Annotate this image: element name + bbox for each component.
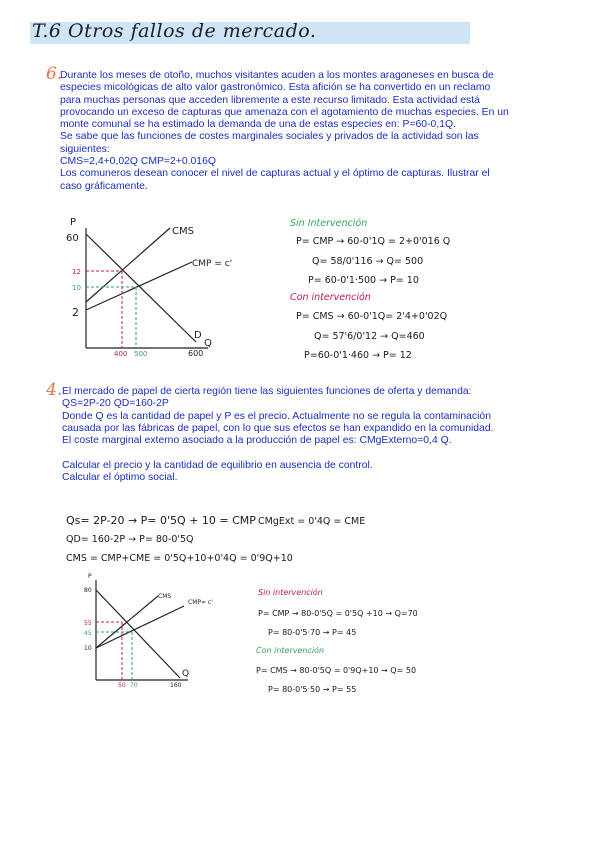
- tick-70: 70: [130, 682, 138, 689]
- statement-line: monte comunal se ha estimado la demanda de una de estas especies en: P=60-0,1Q.: [60, 119, 456, 131]
- demand-line: [96, 590, 180, 678]
- statement-line: provocando un exceso de capturas que amenaza con el agotamiento de muchas especies. En un: [60, 106, 509, 118]
- cms-label: CMS: [158, 593, 172, 600]
- cms-label: CMS: [172, 226, 194, 237]
- ex6-con-step-2: Q= 57'6/0'12 → Q=460: [314, 331, 425, 342]
- tick-60: 60: [66, 233, 79, 244]
- statement-line: El mercado de papel de cierta región tiene las siguientes funciones de oferta y demanda:: [62, 386, 472, 397]
- ex6-sin-step-1: P= CMP → 60-0'1Q = 2+0'016 Q: [296, 236, 451, 247]
- ex4-sin-intervencion-label: Sin intervención: [258, 588, 323, 597]
- ex4-work-1: Qs= 2P-20 → P= 0'5Q + 10 = CMP: [66, 514, 256, 527]
- cmp-label: CMP= c': [188, 599, 213, 606]
- q-axis-label: Q: [182, 669, 190, 679]
- tick-12: 12: [72, 268, 81, 276]
- statement-line: Calcular el óptimo social.: [62, 472, 178, 484]
- tick-600: 600: [188, 349, 204, 358]
- ex4-con-step-1: P= CMS → 80-0'5Q = 0'9Q+10 → Q= 50: [256, 666, 417, 675]
- statement-line: QS=2P-20 QD=160-2P: [62, 398, 169, 410]
- statement-line: siguientes:: [60, 143, 110, 155]
- statement-line: Calcular el precio y la cantidad de equilibrio en ausencia de control.: [62, 459, 373, 471]
- ex4-work-2: CMgExt = 0'4Q = CME: [258, 516, 366, 527]
- cms-line: [96, 596, 158, 648]
- tick-45: 45: [84, 630, 92, 637]
- tick-160: 160: [170, 682, 182, 689]
- statement-line: causada por las fábricas de papel, con lo que sus efectos se han expandido en la comunidad.: [62, 422, 494, 434]
- ex6-sin-step-2: Q= 58/0'116 → Q= 500: [312, 256, 424, 267]
- tick-400: 400: [114, 350, 128, 358]
- ex6-con-intervencion-label: Con intervención: [290, 292, 371, 303]
- ex4-sin-step-2: P= 80-0'5·70 → P= 45: [268, 628, 357, 637]
- ex6-sin-step-3: P= 60-0'1·500 → P= 10: [308, 275, 419, 286]
- exercise-4-number: 4.: [46, 380, 63, 400]
- statement-line: El coste marginal externo asociado a la producción de papel es: CMgExterno=0,4 Q.: [62, 435, 452, 447]
- statement-line: Donde Q es la cantidad de papel y P es el precio. Actualmente no se regula la contaminación: [62, 410, 491, 422]
- tick-2: 2: [72, 306, 79, 319]
- ex6-con-step-3: P=60-0'1·460 → P= 12: [304, 350, 412, 361]
- q-axis-label: Q: [204, 338, 212, 349]
- page-title: T.6 Otros fallos de mercado.: [32, 20, 317, 42]
- ex4-work-4: CMS = CMP+CME = 0'5Q+10+0'4Q = 0'9Q+10: [66, 553, 293, 564]
- statement-line: para muchas personas que acceden libremente a este recurso limitado. Esta actividad está: [60, 94, 480, 106]
- statement-line: CMS=2,4+0,02Q CMP=2+0.016Q: [60, 156, 216, 168]
- ex6-sin-intervencion-label: Sin Intervención: [290, 218, 368, 229]
- statement-line: especies micológicas de alto valor gastronómico. Esta afición se ha convertido en un reclamo: [60, 82, 491, 94]
- statement-line: caso gráficamente.: [60, 180, 148, 192]
- ex4-con-step-2: P= 80-0'5·50 → P= 55: [268, 685, 357, 694]
- tick-55: 55: [84, 620, 92, 627]
- tick-10: 10: [72, 284, 81, 292]
- exercise-6-number: 6.: [46, 64, 63, 84]
- cmp-line: [96, 606, 184, 648]
- tick-10: 10: [84, 645, 92, 652]
- ex4-con-intervencion-label: Con intervención: [256, 646, 325, 655]
- statement-line: Los comuneros desean conocer el nivel de capturas actual y el óptimo de capturas. Ilustrar el: [60, 168, 490, 180]
- demand-label: D: [194, 330, 202, 341]
- p-axis-label: P: [88, 573, 92, 580]
- tick-50: 50: [118, 682, 126, 689]
- cmp-label: CMP = c': [192, 259, 233, 269]
- tick-500: 500: [134, 350, 148, 358]
- ex4-work-3: QD= 160-2P → P= 80-0'5Q: [66, 534, 194, 545]
- statement-line: Se sabe que las funciones de costes marginales sociales y privados de la actividad son las: [60, 131, 479, 143]
- statement-line: Durante los meses de otoño, muchos visitantes acuden a los montes aragoneses en busca de: [60, 70, 494, 81]
- ex6-con-step-1: P= CMS → 60-0'1Q= 2'4+0'02Q: [296, 311, 448, 322]
- tick-80: 80: [84, 587, 92, 594]
- ex4-sin-step-1: P= CMP → 80-0'5Q = 0'5Q +10 → Q=70: [258, 609, 418, 618]
- p-axis-label: P: [70, 217, 77, 228]
